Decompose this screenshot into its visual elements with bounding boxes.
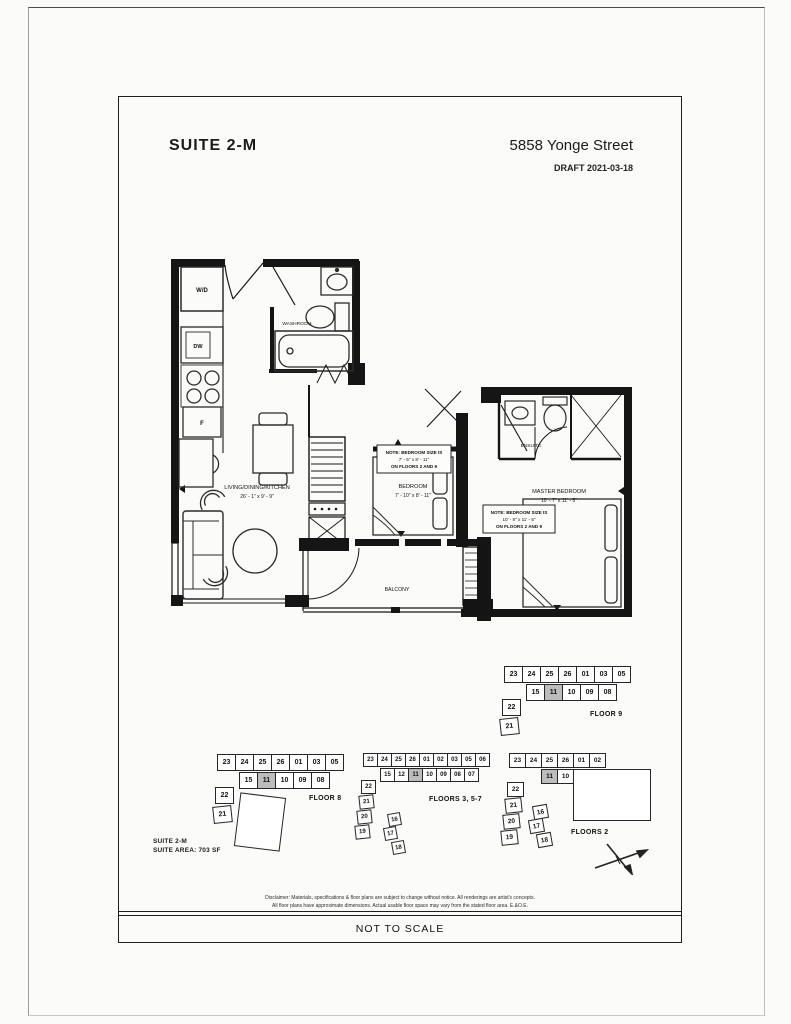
keyplan-unit-19: 19	[500, 829, 518, 846]
suite-info	[153, 837, 221, 856]
keyplan-unit-08: 08	[450, 768, 465, 782]
keyplan-floor-9	[498, 661, 650, 731]
wd-label: W/D	[196, 288, 208, 294]
keyplan-unit-01: 01	[289, 754, 308, 771]
keyplan-unit-06: 06	[475, 753, 490, 767]
keyplan-unit-12: 12	[394, 768, 409, 782]
washroom-fixtures	[275, 267, 353, 371]
keyplan-label: FLOORS 3, 5-7	[429, 796, 482, 803]
keyplan-unit-09: 09	[293, 772, 312, 789]
keyplan-unit-11: 11	[408, 768, 423, 782]
keyplan-unit-21: 21	[212, 805, 233, 824]
keyplan-unit-01: 01	[576, 666, 595, 683]
keyplan-unit-05: 05	[325, 754, 344, 771]
keyplan-unit-15: 15	[239, 772, 258, 789]
keyplan-unit-22: 22	[215, 787, 234, 804]
ensuite-label: ENSUITE	[520, 444, 542, 449]
keyplan-unit-25: 25	[391, 753, 406, 767]
building-address: 5858 Yonge Street	[509, 137, 633, 154]
drawing-frame	[118, 96, 682, 943]
svg-text:NOTE: BEDROOM SIZE IS: NOTE: BEDROOM SIZE IS	[385, 450, 443, 455]
room-labels	[193, 288, 586, 593]
keyplan-unit-10: 10	[275, 772, 294, 789]
keyplan-unit-08: 08	[598, 684, 617, 701]
keyplan-unit-18: 18	[536, 832, 553, 848]
keyplan-unit-02: 02	[433, 753, 448, 767]
keyplan-unit-10: 10	[557, 769, 574, 784]
keyplan-unit-15: 15	[526, 684, 545, 701]
keyplan-unit-24: 24	[235, 754, 254, 771]
keyplan-floors-3-5-7	[359, 749, 507, 853]
balcony-label: BALCONY	[384, 587, 410, 593]
keyplan-unit-05: 05	[612, 666, 631, 683]
keyplan-label: FLOOR 9	[590, 711, 623, 718]
keyplan-unit-26: 26	[557, 753, 574, 768]
living-furniture	[179, 413, 293, 599]
keyplan-unit-17: 17	[528, 818, 545, 834]
bedroom-label: BEDROOM	[398, 484, 428, 490]
north-arrow-icon	[591, 839, 651, 875]
keyplan-unit-21: 21	[504, 797, 522, 814]
keyplan-unit-01: 01	[419, 753, 434, 767]
keyplan-unit-25: 25	[541, 753, 558, 768]
keyplan-unit-09: 09	[436, 768, 451, 782]
living-label: LIVING/DINING/KITCHEN	[224, 485, 290, 491]
not-to-scale-label: NOT TO SCALE	[355, 923, 445, 935]
disclaimer-line-2: All floor plans have approximate dimensions. Actual usable floor space may vary from the stated floor area. E.&O.E.	[272, 902, 528, 909]
keyplan-unit-02: 02	[589, 753, 606, 768]
keyplan-unit-26: 26	[405, 753, 420, 767]
svg-text:NOTE: BEDROOM SIZE IS: NOTE: BEDROOM SIZE IS	[490, 510, 548, 515]
keyplan-unit-24: 24	[522, 666, 541, 683]
draft-date: DRAFT 2021-03-18	[553, 163, 633, 173]
keyplan-unit-23: 23	[504, 666, 523, 683]
keyplan-unit-10: 10	[562, 684, 581, 701]
keyplan-unit-23: 23	[363, 753, 378, 767]
keyplan-unit-11: 11	[541, 769, 558, 784]
keyplan-unit-20: 20	[356, 809, 372, 824]
keyplan-unit-18: 18	[391, 840, 406, 855]
note-box-master	[483, 505, 555, 533]
keyplan-unit-10: 10	[422, 768, 437, 782]
keyplan-unit-16: 16	[532, 804, 549, 820]
keyplan-unit-25: 25	[540, 666, 559, 683]
keyplan-label: FLOOR 8	[309, 795, 342, 802]
svg-text:10' - 8" x 11' - 5": 10' - 8" x 11' - 5"	[502, 517, 536, 522]
ensuite-fixtures	[505, 397, 567, 431]
keyplan-unit-22: 22	[502, 699, 521, 716]
svg-text:ON FLOORS 2 AND 9: ON FLOORS 2 AND 9	[495, 524, 543, 529]
living-dim: 26' - 1" x 9' - 9"	[240, 494, 274, 500]
keyplan-area-outline	[234, 792, 286, 851]
washroom-label: WASHROOM	[282, 322, 312, 327]
keyplan-floor-8	[211, 749, 361, 849]
keyplan-label: FLOORS 2	[571, 829, 609, 836]
keyplan-unit-03: 03	[594, 666, 613, 683]
not-to-scale-strip	[119, 915, 681, 942]
keyplan-unit-15: 15	[380, 768, 395, 782]
disclaimer	[119, 895, 681, 910]
fridge-label: F	[200, 421, 204, 427]
keyplan-area-outline	[573, 769, 651, 821]
keyplan-unit-19: 19	[354, 824, 370, 839]
keyplan-unit-23: 23	[217, 754, 236, 771]
keyplan-unit-17: 17	[383, 826, 398, 841]
keyplan-unit-25: 25	[253, 754, 272, 771]
master-dim: 10' - 7" x 11' - 5"	[541, 498, 577, 504]
svg-text:7' - 5" x 8' - 11": 7' - 5" x 8' - 11"	[398, 457, 430, 462]
keyplan-unit-21: 21	[499, 717, 520, 736]
keyplan-unit-03: 03	[307, 754, 326, 771]
keyplan-unit-16: 16	[387, 812, 402, 827]
keyplan-unit-05: 05	[461, 753, 476, 767]
keyplan-unit-22: 22	[507, 782, 524, 797]
master-label: MASTER BEDROOM	[532, 489, 586, 495]
suite-info-name: SUITE 2-M	[153, 838, 187, 845]
dw-label: DW	[193, 344, 203, 350]
page-title: SUITE 2-M	[169, 137, 258, 154]
keyplan-unit-01: 01	[573, 753, 590, 768]
keyplan-unit-22: 22	[361, 780, 376, 794]
keyplan-unit-20: 20	[502, 813, 520, 830]
keyplan-unit-03: 03	[447, 753, 462, 767]
keyplan-unit-07: 07	[464, 768, 479, 782]
disclaimer-line-1: Disclaimer: Materials, specifications & floor plans are subject to change without notice. All renderings are artist's concepts.	[265, 895, 535, 901]
suite-info-area: SUITE AREA: 703 SF	[153, 847, 221, 855]
keyplan-unit-09: 09	[580, 684, 599, 701]
floor-plan	[169, 255, 635, 633]
keyplan-unit-21: 21	[358, 794, 374, 809]
note-box-bedroom	[377, 445, 451, 473]
keyplan-unit-11: 11	[257, 772, 276, 789]
bedroom-dim: 7' - 10" x 8' - 11"	[395, 493, 431, 499]
frame-divider-line	[118, 911, 682, 912]
keyplan-unit-23: 23	[509, 753, 526, 768]
keyplan-unit-26: 26	[271, 754, 290, 771]
keyplan-unit-26: 26	[558, 666, 577, 683]
keyplan-unit-24: 24	[525, 753, 542, 768]
keyplan-unit-24: 24	[377, 753, 392, 767]
svg-text:ON FLOORS 2 AND 9: ON FLOORS 2 AND 9	[390, 464, 438, 469]
keyplan-unit-08: 08	[311, 772, 330, 789]
keyplan-unit-11: 11	[544, 684, 563, 701]
